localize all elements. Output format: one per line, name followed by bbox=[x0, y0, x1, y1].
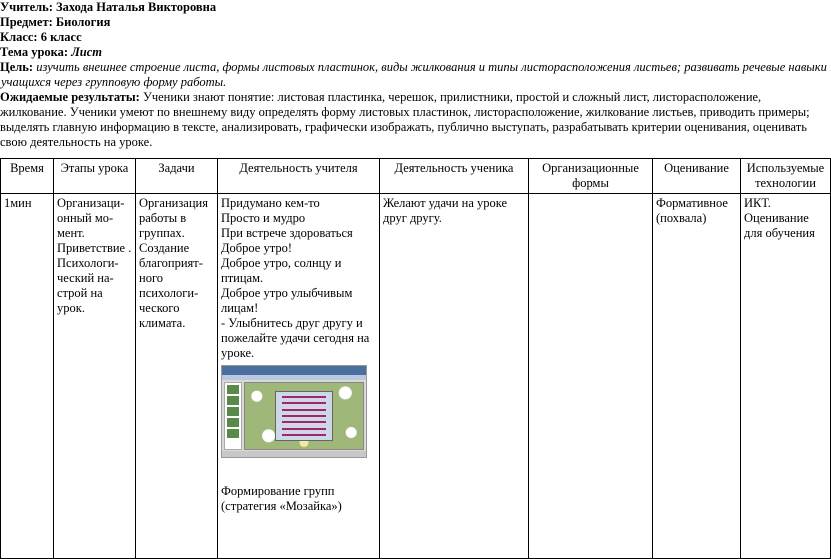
cell-stage: Организаци-онный мо-мент. Приветствие . Психологи-ческий на-строй на урок. bbox=[54, 194, 136, 559]
cell-assessment: Формативное (похвала) bbox=[653, 194, 741, 559]
col-header-assessment: Оценивание bbox=[653, 159, 741, 194]
teacher-groups: Формирование групп (стратегия «Мозайка») bbox=[221, 484, 342, 513]
results-text-1: Ученики знают понятие: листовая пластинка, черешок, прилистники, простой и сложный лист, листорасположение, bbox=[142, 90, 762, 104]
grade-line: Класс: 6 класс bbox=[0, 30, 82, 44]
col-header-tasks: Задачи bbox=[136, 159, 218, 194]
cell-teacher bbox=[218, 194, 380, 559]
goal-line bbox=[0, 60, 827, 75]
table-header-row bbox=[1, 159, 831, 194]
presentation-screenshot bbox=[221, 365, 367, 458]
col-header-stage: Этапы урока bbox=[54, 159, 136, 194]
cell-student: Желают удачи на уроке друг другу. bbox=[380, 194, 529, 559]
col-header-time: Время bbox=[1, 159, 54, 194]
col-header-student: Деятельность ученика bbox=[380, 159, 529, 194]
topic-line bbox=[0, 45, 816, 60]
results-text-3: выделять главную информацию в тексте, анализировать, графически изображать, публично выступать, разрабатывать критерии оценивания, оценивать bbox=[0, 120, 807, 134]
col-header-teacher: Деятельность учителя bbox=[218, 159, 380, 194]
cell-forms bbox=[529, 194, 653, 559]
cell-tech: ИКТ. Оценивание для обучения bbox=[741, 194, 831, 559]
topic-value: Лист bbox=[71, 45, 103, 59]
table-row bbox=[1, 194, 831, 559]
results-line bbox=[0, 90, 816, 105]
subject-line: Предмет: Биология bbox=[0, 15, 111, 29]
goal-text-1: изучить внешнее строение листа, формы листовых пластинок, виды жилкования и типы листорасположения листьев; развивать речевые навыки bbox=[36, 60, 827, 74]
goal-text-2: учащихся через групповую форму работы. bbox=[1, 75, 227, 89]
teacher-poem: Придумано кем-то Просто и мудро При встрече здороваться Доброе утро! Доброе утро, солнцу и птицам. Доброе утро улыбчивым лицам! - Улыбнитесь друг другу и пожелайте удачи сегодня на уроке. bbox=[221, 196, 370, 360]
cell-tasks: Организация работы в группах. Создание благоприят-ного психологи-ческого климата. bbox=[136, 194, 218, 559]
results-text-2: жилкование. Ученики умеют по внешнему виду определять форму листовых пластинок, листорасположение, жилкование листьев, приводить примеры; bbox=[0, 105, 810, 119]
topic-label: Тема урока: bbox=[0, 45, 72, 59]
lesson-header bbox=[0, 0, 827, 150]
goal-label: Цель: bbox=[0, 60, 37, 74]
results-text-4: свою деятельность на уроке. bbox=[0, 135, 153, 149]
teacher-line: Учитель: Захода Наталья Викторовна bbox=[0, 0, 217, 14]
col-header-tech: Используемые технологии bbox=[741, 159, 831, 194]
cell-time: 1мин bbox=[1, 194, 54, 559]
col-header-forms: Организационные формы bbox=[529, 159, 653, 194]
lesson-plan-table bbox=[0, 158, 831, 559]
results-label: Ожидаемые результаты: bbox=[0, 90, 143, 104]
